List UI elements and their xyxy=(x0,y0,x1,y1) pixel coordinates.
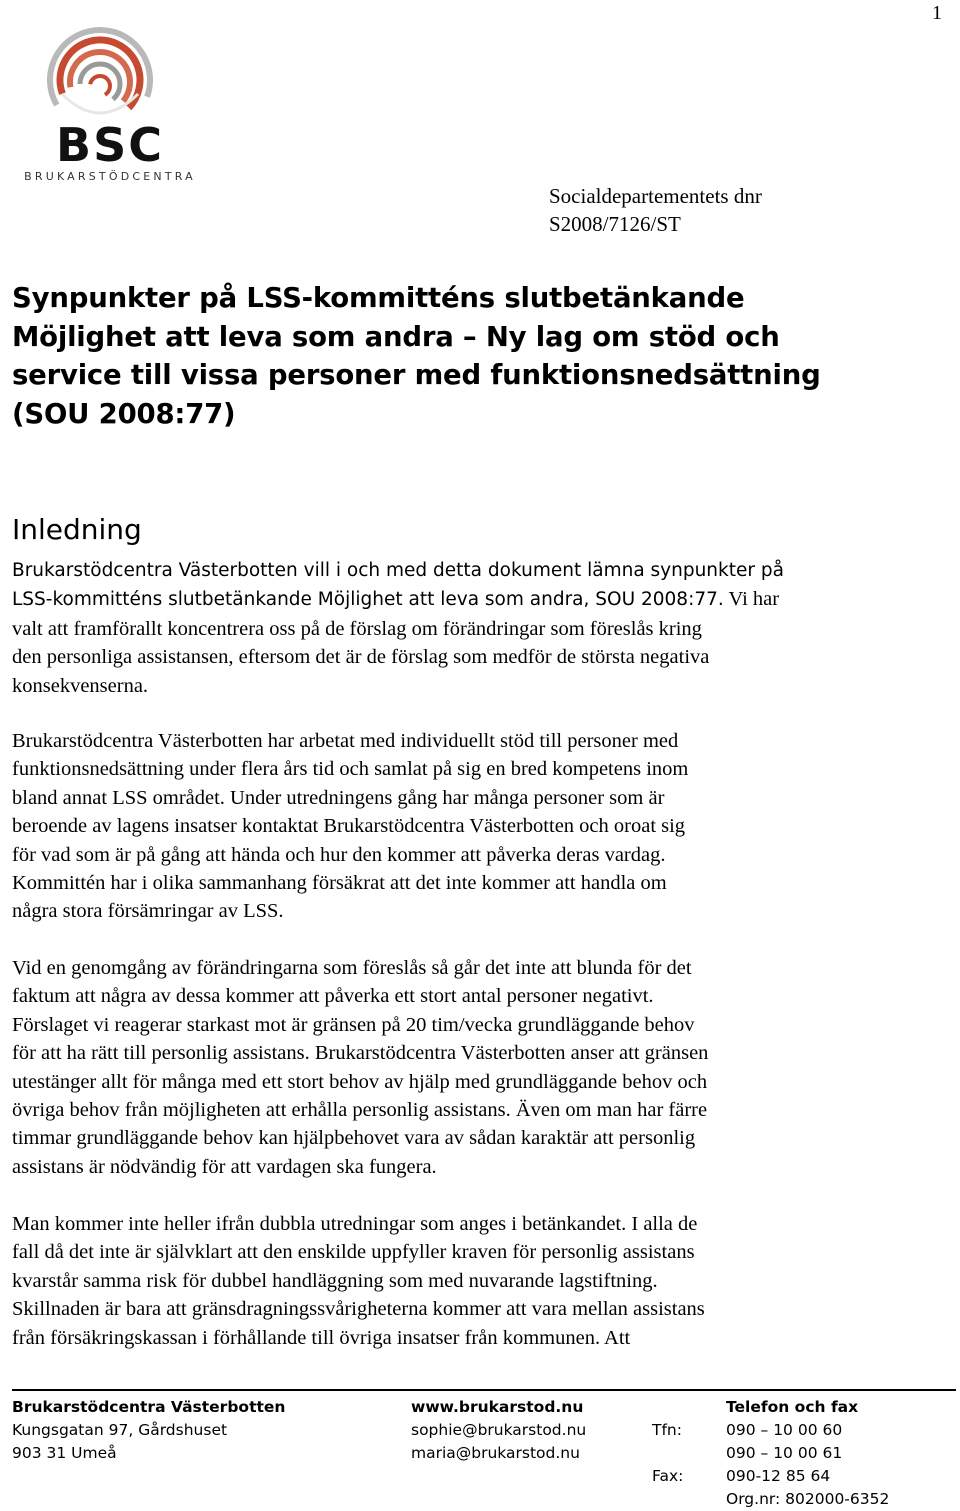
paragraph-line-part: Vi har xyxy=(723,588,780,611)
paragraph-line: för att ha rätt till personlig assistans. Brukarstödcentra Västerbotten anser att gränsen xyxy=(12,1042,709,1065)
title-line: service till vissa personer med funktionsnedsättning xyxy=(12,359,821,391)
logo-subtitle: BRUKARSTÖDCENTRA xyxy=(24,170,196,183)
paragraph-line: övriga behov från möjligheten att erhålla personlig assistans. Även om man har färre xyxy=(12,1099,708,1122)
paragraph-line: den personliga assistansen, eftersom det är de förslag som medför de största negativa xyxy=(12,646,710,669)
paragraph-line xyxy=(12,585,952,614)
footer-fax-label: Fax: xyxy=(652,1467,684,1485)
paragraph-line: Brukarstödcentra Västerbotten vill i och med detta dokument lämna synpunkter på xyxy=(12,560,784,581)
paragraph-line: faktum att några av dessa kommer att påverka ett stort antal personer negativt. xyxy=(12,985,654,1008)
footer-web xyxy=(411,1396,586,1465)
paragraph-line: från försäkringskassan i förhållande till övriga insatser från kommunen. Att xyxy=(12,1326,631,1349)
paragraph-line: assistans är nödvändig för att vardagen ska fungera. xyxy=(12,1155,437,1178)
title-line: Möjlighet att leva som andra – Ny lag om stöd och xyxy=(12,320,780,353)
dnr-line-2: S2008/7126/ST xyxy=(549,212,681,236)
paragraph-1 xyxy=(12,557,952,700)
footer-tfn-label: Tfn: xyxy=(652,1421,682,1439)
footer-address-line: Kungsgatan 97, Gårdshuset xyxy=(12,1421,228,1439)
paragraph-line: Kommittén har i olika sammanhang försäkrat att det inte kommer att handla om xyxy=(12,872,667,895)
paragraph-3 xyxy=(12,954,952,1181)
footer-contact-heading: Telefon och fax xyxy=(726,1398,859,1416)
section-heading: Inledning xyxy=(12,513,142,546)
footer-phone-number: 090 – 10 00 61 xyxy=(726,1444,843,1462)
reference-number xyxy=(549,182,762,238)
paragraph-line: Vid en genomgång av förändringarna som föreslås så går det inte att blunda för det xyxy=(12,957,692,979)
footer-address xyxy=(12,1396,285,1465)
footer-phone-number: 090 – 10 00 60 xyxy=(726,1421,843,1439)
footer-website-link[interactable]: www.brukarstod.nu xyxy=(411,1398,584,1416)
footer-address-line: 903 31 Umeå xyxy=(12,1444,117,1462)
bsc-logo-graphic xyxy=(10,22,210,192)
footer-divider xyxy=(12,1389,956,1391)
paragraph-line: Förslaget vi reagerar starkast mot är gränsen på 20 tim/vecka grundläggande behov xyxy=(12,1013,695,1036)
document-title xyxy=(12,279,912,433)
paragraph-line-part: LSS-kommitténs slutbetänkande Möjlighet att leva som andra, SOU 2008:77. xyxy=(12,589,724,611)
footer-spacer xyxy=(652,1396,683,1419)
footer-spacer xyxy=(652,1442,683,1465)
dnr-line-1: Socialdepartementets dnr xyxy=(549,184,762,208)
bsc-logo xyxy=(10,22,210,192)
paragraph-line: för vad som är på gång att hända och hur den kommer att påverka deras vardag. xyxy=(12,843,666,866)
footer-fax-number: 090-12 85 64 xyxy=(726,1467,831,1485)
page-number: 1 xyxy=(932,2,942,24)
paragraph-2 xyxy=(12,727,952,926)
footer-labels xyxy=(652,1396,683,1488)
paragraph-line: valt att framförallt koncentrera oss på de förslag om förändringar som föreslås kring xyxy=(12,617,702,640)
footer-email-link[interactable]: sophie@brukarstod.nu xyxy=(411,1421,587,1439)
paragraph-line: Brukarstödcentra Västerbotten har arbetat med individuellt stöd till personer med xyxy=(12,730,679,752)
footer-email-link[interactable]: maria@brukarstod.nu xyxy=(411,1444,580,1462)
paragraph-line: Man kommer inte heller ifrån dubbla utredningar som anges i betänkandet. I alla de xyxy=(12,1213,698,1235)
paragraph-4 xyxy=(12,1210,952,1352)
paragraph-line: några stora försämringar av LSS. xyxy=(12,900,284,923)
paragraph-line: fall då det inte är självklart att den enskilde uppfyller kraven för personlig assistans xyxy=(12,1241,695,1264)
footer-org-name: Brukarstödcentra Västerbotten xyxy=(12,1398,286,1416)
paragraph-line: funktionsnedsättning under flera års tid och samlat på sig en bred kompetens inom xyxy=(12,758,689,781)
paragraph-line: konsekvenserna. xyxy=(12,674,149,697)
paragraph-line: timmar grundläggande behov kan hjälpbehovet vara av sådan karaktär att personlig xyxy=(12,1127,696,1150)
logo-wordmark: BSC xyxy=(56,118,164,172)
title-line: Synpunkter på LSS-kommitténs slutbetänkande xyxy=(12,282,745,314)
paragraph-line: utestänger allt för många med ett stort behov av hjälp med grundläggande behov och xyxy=(12,1070,708,1093)
paragraph-line: kvarstår samma risk för dubbel handläggning som med nuvarande lagstiftning. xyxy=(12,1269,658,1292)
footer-org-number: Org.nr: 802000-6352 xyxy=(726,1490,890,1508)
title-line: (SOU 2008:77) xyxy=(12,397,236,430)
footer-phone xyxy=(726,1396,889,1511)
paragraph-line: beroende av lagens insatser kontaktat Brukarstödcentra Västerbotten och oroat sig xyxy=(12,815,686,838)
paragraph-line: bland annat LSS området. Under utredningens gång har många personer som är xyxy=(12,786,665,809)
paragraph-line: Skillnaden är bara att gränsdragningssvårigheterna kommer att vara mellan assistans xyxy=(12,1298,705,1321)
